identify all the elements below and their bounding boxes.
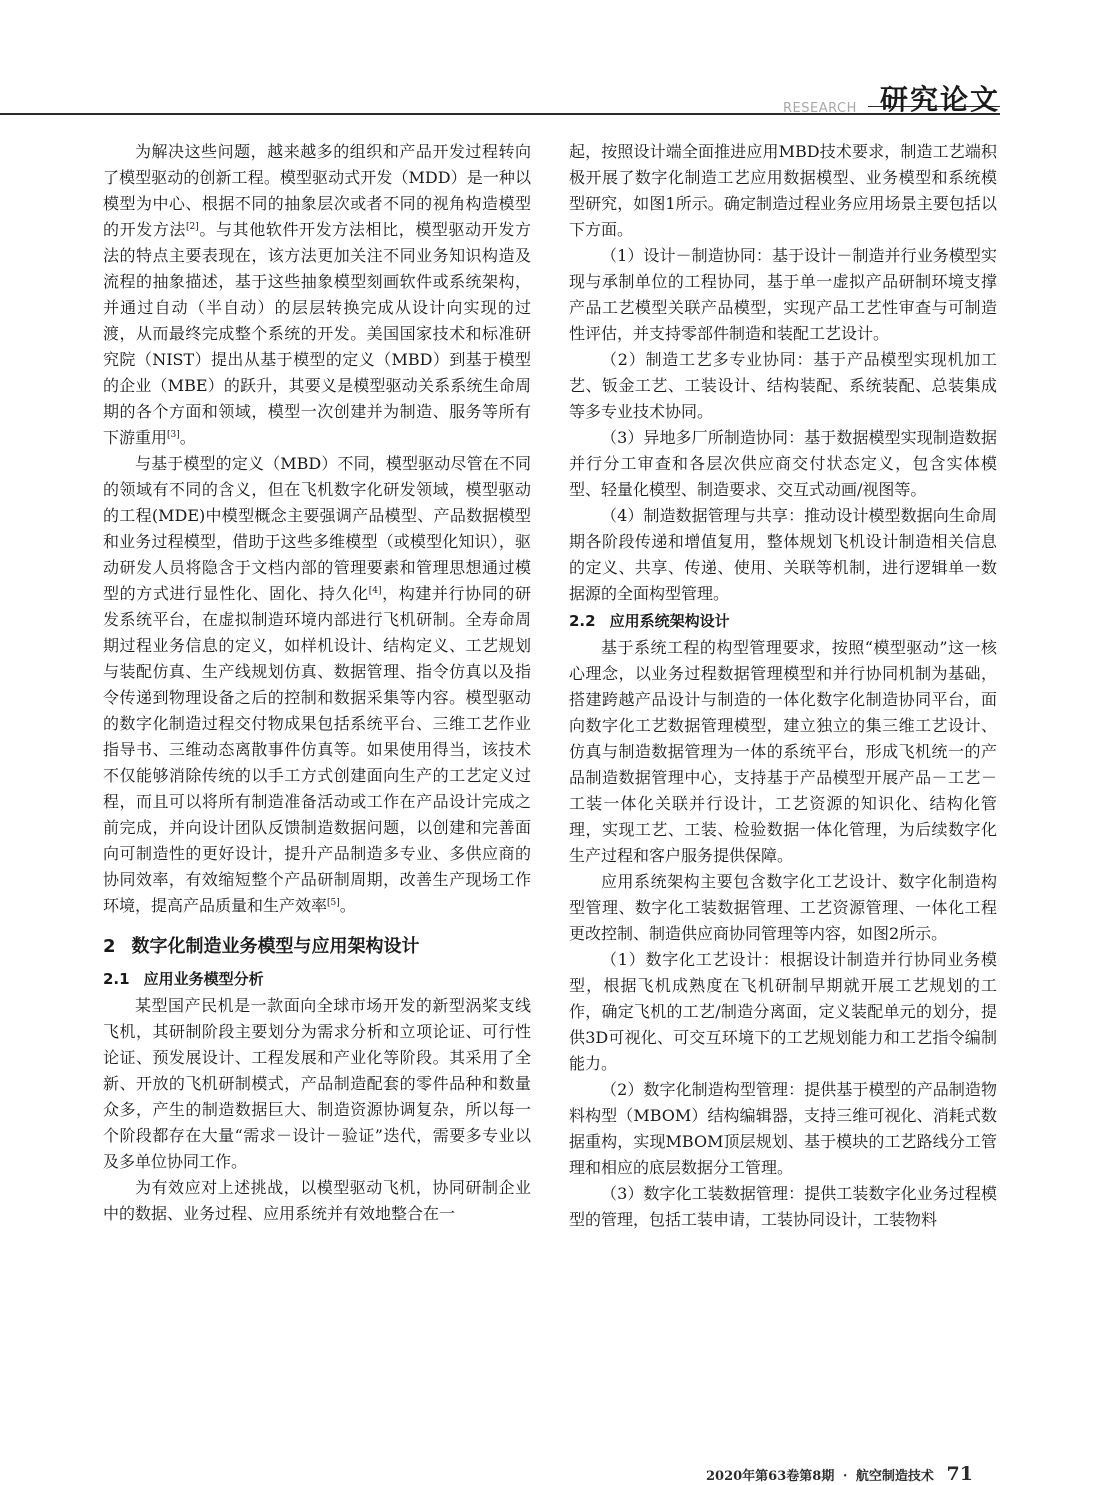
subsection-heading: 2.2 应用系统架构设计 xyxy=(569,612,730,630)
paragraph: （1）数字化工艺设计：根据设计制造并行协同业务模型，根据飞机成熟度在飞机研制早期就开展工艺规划的工作，确定飞机的工艺/制造分离面，定义装配单元的划分，提供3D可视化、可交互环境下的工艺规划能力和工艺指令编制能力。 xyxy=(569,950,997,1073)
paragraph: （3）异地多厂所制造协同：基于数据模型实现制造数据并行分工审查和各层次供应商交付状态定义，包含实体模型、轻量化模型、制造要求、交互式动画/视图等。 xyxy=(569,428,997,499)
footer-separator: · xyxy=(842,1469,848,1484)
paragraph: （2）数字化制造构型管理：提供基于模型的产品制造物料构型（MBOM）结构编辑器，支持三维可视化、消耗式数据重构，实现MBOM顶层规划、基于模块的工艺路线分工管理和相应的底层数据分工管理。 xyxy=(569,1080,997,1177)
paragraph: （2）制造工艺多专业协同：基于产品模型实现机加工艺、钣金工艺、工装设计、结构装配、系统装配、总装集成等多专业技术协同。 xyxy=(569,350,997,421)
right-column xyxy=(569,139,997,1233)
section-label-cn: 研究论文 xyxy=(880,83,1001,116)
paragraph: 为有效应对上述挑战，以模型驱动飞机，协同研制企业中的数据、业务过程、应用系统并有效地整合在一 xyxy=(103,1178,531,1223)
paragraph: （1）设计－制造协同：基于设计－制造并行业务模型实现与承制单位的工程协同，基于单一虚拟产品研制环境支撑产品工艺模型关联产品模型，实现产品工艺性审查与可制造性评估，并支持零部件制造和装配工艺设计。 xyxy=(569,246,997,343)
footer-citation: 2020年第63卷第8期 xyxy=(706,1469,835,1484)
paragraph: 为解决这些问题，越来越多的组织和产品开发过程转向了模型驱动的创新工程。模型驱动式开发（MDD）是一种以模型为中心、根据不同的抽象层次或者不同的视角构造模型的开发方法[2]。与其他软件开发方法相比，模型驱动开发方法的特点主要表现在，该方法更加关注不同业务知识构造及流程的抽象描述，基于这些抽象模型刻画软件或系统架构，并通过自动（半自动）的层层转换完成从设计向实现的过渡，从而最终完成整个系统的开发。美国国家技术和标准研究院（NIST）提出从基于模型的定义（MBD）到基于模型的企业（MBE）的跃升，其要义是模型驱动关系系统生命周期的各个方面和领域，模型一次创建并为制造、服务等所有下游重用[3]。 xyxy=(103,142,531,447)
paragraph: 起，按照设计端全面推进应用MBD技术要求，制造工艺端积极开展了数字化制造工艺应用数据模型、业务模型和系统模型研究，如图1所示。确定制造过程业务应用场景主要包括以下方面。 xyxy=(569,142,997,239)
paragraph: 某型国产民机是一款面向全球市场开发的新型涡桨支线飞机，其研制阶段主要划分为需求分析和立项论证、可行性论证、预发展设计、工程发展和产业化等阶段。其采用了全新、开放的飞机研制模式，产品制造配套的零件品种和数量众多，产生的制造数据巨大、制造资源协调复杂，所以每一个阶段都存在大量“需求－设计－验证”迭代，需要多专业以及多单位协同工作。 xyxy=(103,996,531,1171)
footer-journal: 航空制造技术 xyxy=(855,1469,934,1484)
page-footer xyxy=(706,1463,973,1485)
citation-ref[interactable]: [3] xyxy=(167,430,180,440)
paragraph: 与基于模型的定义（MBD）不同，模型驱动尽管在不同的领域有不同的含义，但在飞机数字化研发领域，模型驱动的工程(MDE)中模型概念主要强调产品模型、产品数据模型和业务过程模型，借助于这些多维模型（或模型化知识），驱动研发人员将隐含于文档内部的管理要素和管理思想通过模型的方式进行显性化、固化、持久化[4]，构建并行协同的研发系统平台，在虚拟制造环境内部进行飞机研制。全寿命周期过程业务信息的定义，如样机设计、结构定义、工艺规划与装配仿真、生产线规划仿真、数据管理、指令仿真以及指令传递到物理设备之后的控制和数据采集等内容。模型驱动的数字化制造过程交付物成果包括系统平台、三维工艺作业指导书、三维动态离散事件仿真等。如果使用得当，该技术不仅能够消除传统的以手工方式创建面向生产的工艺定义过程，而且可以将所有制造准备活动或工作在产品设计完成之前完成，并向设计团队反馈制造数据问题，以创建和完善面向可制造性的更好设计，提升产品制造多专业、多供应商的协同效率，有效缩短整个产品研制周期，改善生产现场工作环境，提高产品质量和生产效率[5]。 xyxy=(103,454,531,915)
paragraph: 应用系统架构主要包含数字化工艺设计、数字化制造构型管理、数字化工装数据管理、工艺资源管理、一体化工程更改控制、制造供应商协同管理等内容，如图2所示。 xyxy=(569,872,997,943)
section-label-en: RESEARCH xyxy=(783,101,857,116)
subsection-heading: 2.1 应用业务模型分析 xyxy=(103,970,264,988)
citation-ref[interactable]: [4] xyxy=(368,586,382,596)
left-column xyxy=(103,139,531,1227)
page-number: 71 xyxy=(946,1463,973,1485)
paragraph: 基于系统工程的构型管理要求，按照“模型驱动”这一核心理念，以业务过程数据管理模型和并行协同机制为基础，搭建跨越产品设计与制造的一体化数字化制造协同平台，面向数字化工艺数据管理模型，建立独立的集三维工艺设计、仿真与制造数据管理为一体的系统平台，形成飞机统一的产品制造数据管理中心，支持基于产品模型开展产品－工艺－工装一体化关联并行设计，工艺资源的知识化、结构化管理，实现工艺、工装、检验数据一体化管理，为后续数字化生产过程和客户服务提供保障。 xyxy=(569,638,997,865)
paragraph: （3）数字化工装数据管理：提供工装数字化业务过程模型的管理，包括工装申请，工装协同设计，工装物料 xyxy=(569,1184,997,1229)
citation-ref[interactable]: [5] xyxy=(327,898,340,908)
section-heading: 2 数字化制造业务模型与应用架构设计 xyxy=(103,936,420,957)
citation-ref[interactable]: [2] xyxy=(186,222,199,232)
paragraph: （4）制造数据管理与共享：推动设计模型数据向生命周期各阶段传递和增值复用，整体规划飞机设计制造相关信息的定义、共享、传递、使用、关联等机制，进行逻辑单一数据源的全面构型管理。 xyxy=(569,506,997,603)
